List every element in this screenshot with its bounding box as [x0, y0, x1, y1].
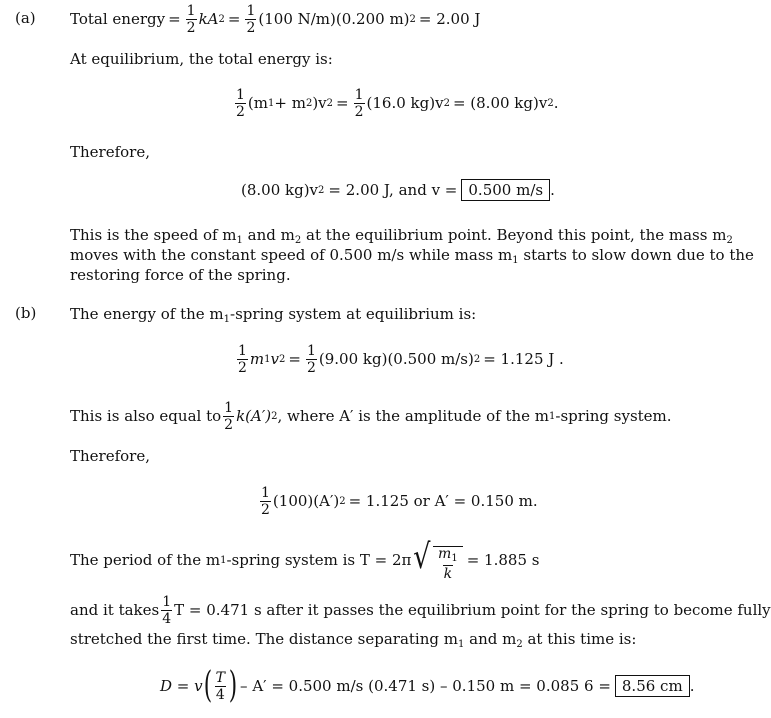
period-equation: The period of the m 1 -spring system is T = 2π √ $\frac{m_1}{k}$ = 1.885 s: [70, 536, 540, 582]
total-energy-label: Total energy: [70, 10, 166, 28]
distance-equation: D = v ( $\frac{T}{4}$ ) – A′ = 0.500 m/s (0.471 s) – 0.150 m = 0.085 6 = 8.56 cm .: [160, 665, 695, 706]
amplitude-relation-text: This is also equal to $\frac{1}{2}$ k(A′) 2 , where A′ is the amplitude of the m 1 -spring system.: [70, 399, 672, 433]
separation-intro-text: stretched the first time. The distance separating $m_1$ and $m_2$ at this time is:: [70, 630, 637, 650]
quarter-period-text: and it takes $\frac{1}{4}$ T = 0.471 s after it passes the equilibrium point for the spring to become fully: [70, 593, 771, 627]
energy-m1-system-text: The energy of the $m_1$-spring system at equilibrium is:: [70, 305, 477, 325]
speed-paragraph-line-3: restoring force of the spring.: [70, 266, 291, 284]
speed-paragraph-line-1: This is the speed of $m_1$ and $m_2$ at the equilibrium point. Beyond this point, the mass $m_2$: [70, 226, 733, 246]
at-equilibrium-text: At equilibrium, the total energy is:: [70, 50, 333, 68]
distance-answer-box: 8.56 cm: [615, 675, 690, 697]
kinetic-energy-equation: $\frac{1}{2}$ (m 1 + m 2 )v 2 = $\frac{1}{2}$ (16.0 kg)v 2 = (8.00 kg)v 2 .: [236, 86, 559, 120]
amplitude-equation: $\frac{1}{2}$ (100)(A′) 2 = 1.125 or A′ = 0.150 m.: [261, 484, 538, 518]
part-b-label: (b): [15, 304, 37, 322]
sqrt-radical: √ $\frac{m_1}{k}$: [411, 540, 462, 581]
therefore-a: Therefore,: [70, 143, 150, 161]
speed-equation: (8.00 kg)v 2 = 2.00 J, and v = 0.500 m/s .: [241, 181, 555, 199]
total-energy-equation: Total energy = $\frac{1}{2}$ kA 2 = $\frac{1}{2}$ (100 N/m)(0.200 m) 2 = 2.00 J: [70, 2, 481, 36]
m1-energy-equation: $\frac{1}{2}$ m 1 v 2 = $\frac{1}{2}$ (9.00 kg)(0.500 m/s) 2 = 1.125 J .: [238, 342, 564, 376]
part-a-label: (a): [15, 9, 36, 27]
therefore-b: Therefore,: [70, 447, 150, 465]
speed-answer-box: 0.500 m/s: [461, 179, 550, 201]
speed-paragraph-line-2: moves with the constant speed of 0.500 m/s while mass $m_1$ starts to slow down due to the: [70, 246, 754, 266]
half-fraction: $\frac{1}{2}$: [186, 2, 196, 36]
